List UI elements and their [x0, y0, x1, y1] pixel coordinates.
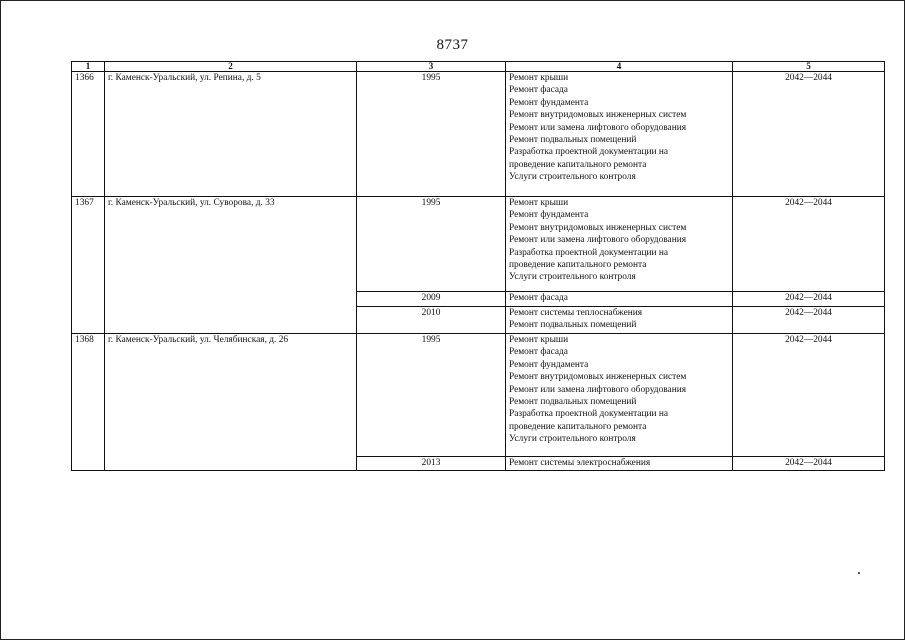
work-item: Услуги строительного контроля	[509, 172, 636, 183]
work-item: Ремонт внутридомовых инженерных систем	[509, 372, 687, 383]
work-item: Ремонт крыши	[509, 335, 569, 345]
work-item: Ремонт крыши	[509, 73, 569, 83]
works-list	[506, 307, 733, 334]
commission-year: 1995	[357, 72, 506, 197]
header-col-1: 1	[72, 62, 105, 72]
works-list	[506, 72, 733, 197]
work-item: Ремонт фундамента	[509, 97, 589, 108]
page-number: 8737	[436, 37, 469, 53]
work-item: Ремонт или замена лифтового оборудования	[509, 122, 687, 133]
work-item: Ремонт крыши	[509, 198, 569, 208]
work-item: проведение капитального ремонта	[509, 260, 647, 271]
work-item: Ремонт системы электроснабжения	[509, 458, 651, 468]
work-item: Ремонт фасада	[509, 85, 568, 96]
table-row	[72, 72, 885, 197]
commission-year: 2009	[357, 292, 506, 307]
work-item: Ремонт или замена лифтового оборудования	[509, 235, 687, 246]
header-col-3: 3	[357, 62, 506, 72]
repair-period: 2042—2044	[733, 72, 885, 197]
work-item: Услуги строительного контроля	[509, 272, 636, 283]
work-item: Ремонт или замена лифтового оборудования	[509, 384, 687, 395]
work-item: Разработка проектной документации на	[509, 409, 669, 420]
work-item: Ремонт фасада	[509, 347, 568, 358]
repair-period: 2042—2044	[733, 334, 885, 457]
building-address: г. Каменск-Уральский, ул. Суворова, д. 33	[105, 197, 357, 334]
commission-year: 2013	[357, 457, 506, 471]
works-list	[506, 334, 733, 457]
works-list	[506, 292, 733, 307]
commission-year: 1995	[357, 334, 506, 457]
header-col-2: 2	[105, 62, 357, 72]
work-item: проведение капитального ремонта	[509, 421, 647, 432]
work-item: Ремонт фундамента	[509, 359, 589, 370]
building-address: г. Каменск-Уральский, ул. Челябинская, д. 26	[105, 334, 357, 471]
work-item: Ремонт подвальных помещений	[509, 135, 637, 146]
scan-speck	[858, 572, 860, 574]
row-number: 1367	[72, 197, 105, 334]
commission-year: 1995	[357, 197, 506, 292]
work-item: Ремонт внутридомовых инженерных систем	[509, 222, 687, 233]
repair-schedule-table	[71, 61, 885, 471]
header-row	[72, 62, 885, 72]
work-item: Ремонт фасада	[509, 293, 568, 303]
header-col-5: 5	[733, 62, 885, 72]
row-number: 1366	[72, 72, 105, 197]
work-item: проведение капитального ремонта	[509, 159, 647, 170]
work-item: Ремонт подвальных помещений	[509, 397, 637, 408]
works-list	[506, 197, 733, 292]
table-row	[72, 334, 885, 457]
work-item: Разработка проектной документации на	[509, 147, 669, 158]
repair-period: 2042—2044	[733, 457, 885, 471]
table-row	[72, 197, 885, 292]
work-item: Ремонт системы теплоснабжения	[509, 308, 643, 318]
work-item: Ремонт подвальных помещений	[509, 320, 637, 331]
row-number: 1368	[72, 334, 105, 471]
work-item: Услуги строительного контроля	[509, 434, 636, 445]
repair-period: 2042—2044	[733, 307, 885, 334]
repair-period: 2042—2044	[733, 292, 885, 307]
work-item: Разработка проектной документации на	[509, 247, 669, 258]
header-col-4: 4	[506, 62, 733, 72]
work-item: Ремонт фундамента	[509, 210, 589, 221]
commission-year: 2010	[357, 307, 506, 334]
works-list	[506, 457, 733, 471]
repair-period: 2042—2044	[733, 197, 885, 292]
work-item: Ремонт внутридомовых инженерных систем	[509, 110, 687, 121]
building-address: г. Каменск-Уральский, ул. Репина, д. 5	[105, 72, 357, 197]
